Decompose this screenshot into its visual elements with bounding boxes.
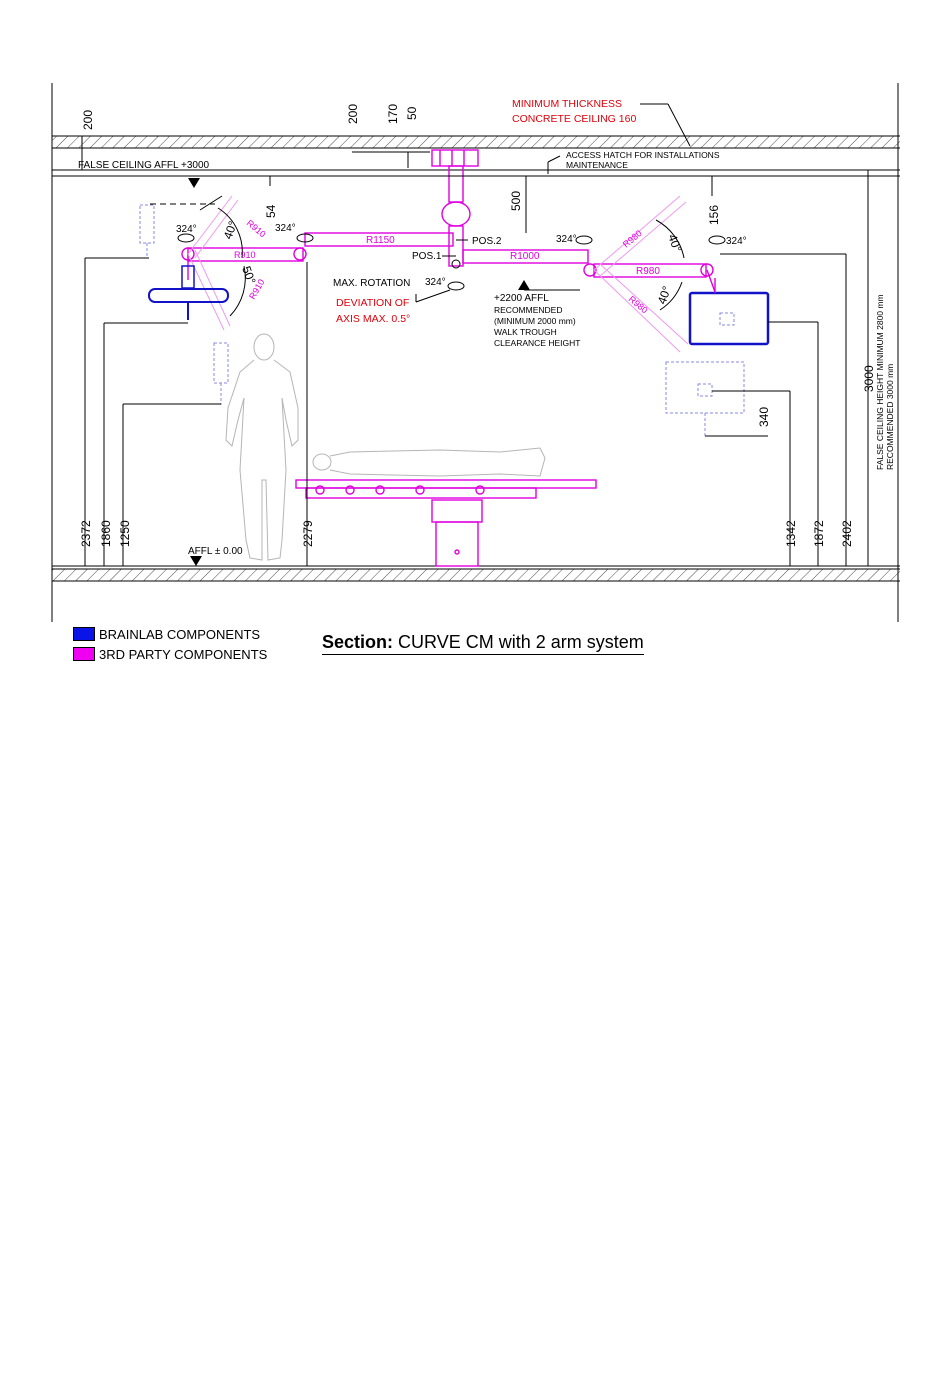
- operating-table: [296, 480, 596, 566]
- section-title-text: CURVE CM with 2 arm system: [398, 632, 644, 652]
- legend-label-third-party: 3RD PARTY COMPONENTS: [99, 646, 268, 662]
- ceiling-thickness-label-1: MINIMUM THICKNESS: [512, 98, 623, 110]
- ceiling-height-label-2: RECOMMENDED 3000 mm: [885, 363, 895, 470]
- person-figure: [226, 334, 298, 560]
- rotation-label-center: 324°: [425, 277, 446, 288]
- right-monitor-lower: [666, 362, 790, 436]
- dim-340: 340: [757, 406, 771, 427]
- deviation-label-1: DEVIATION OF: [336, 297, 410, 309]
- clearance-label-4: WALK TROUGH: [494, 327, 557, 337]
- dim-200-left: 200: [81, 109, 95, 130]
- rotation-label-right-joint: 324°: [556, 234, 577, 245]
- right-monitor-blue: [690, 278, 768, 344]
- false-ceiling-label: FALSE CEILING AFFL +3000: [78, 160, 210, 171]
- dim-200-center: 200: [346, 103, 360, 124]
- clearance-label-5: CLEARANCE HEIGHT: [494, 338, 581, 348]
- dim-54: 54: [264, 204, 278, 218]
- dim-1250: 1250: [118, 520, 132, 547]
- dim-1872: 1872: [812, 520, 826, 547]
- access-hatch-label-1: ACCESS HATCH FOR INSTALLATIONS: [566, 150, 720, 160]
- floor-label: AFFL ± 0.00: [188, 546, 243, 557]
- dim-50: 50: [405, 106, 419, 120]
- clearance-label-2: RECOMMENDED: [494, 305, 563, 315]
- rotation-label-right: 324°: [726, 236, 747, 247]
- pos2-label: POS.2: [472, 236, 502, 247]
- dim-1860: 1860: [99, 520, 113, 547]
- left-arm-system: [182, 196, 453, 330]
- pos1-label: POS.1: [412, 251, 442, 262]
- clearance-label-1: +2200 AFFL: [494, 293, 549, 304]
- dim-500: 500: [509, 190, 523, 211]
- dim-1342: 1342: [784, 520, 798, 547]
- dim-2279: 2279: [301, 520, 315, 547]
- radius-label-r980-lower: R980: [626, 293, 650, 316]
- dim-2372: 2372: [79, 520, 93, 547]
- radius-label-r1150: R1150: [366, 235, 395, 246]
- angle-label-left-upper: 40°: [220, 219, 241, 242]
- angle-label-left-lower: 50°: [239, 264, 259, 287]
- dim-2402: 2402: [840, 520, 854, 547]
- patient-figure: [313, 448, 545, 476]
- radius-label-r1000: R1000: [510, 251, 540, 262]
- dim-3000: 3000: [862, 365, 876, 392]
- angle-label-right-upper: 40°: [665, 232, 685, 255]
- legend-swatch-third-party: [73, 647, 95, 661]
- radius-label-r910-lower: R910: [247, 277, 267, 301]
- max-rotation-label: MAX. ROTATION: [333, 278, 411, 289]
- concrete-ceiling: [52, 136, 900, 148]
- section-title-prefix: Section:: [322, 632, 394, 652]
- radius-label-r910: R910: [234, 250, 256, 260]
- dimension-lines: [82, 136, 868, 566]
- angle-label-right-lower: 40°: [654, 284, 675, 307]
- legend-item-brainlab: [73, 624, 267, 644]
- floor-slab: [52, 566, 900, 581]
- legend-label-brainlab: BRAINLAB COMPONENTS: [99, 626, 261, 642]
- ceiling-thickness-label-2: CONCRETE CEILING 160: [512, 113, 637, 125]
- rotation-label-left: 324°: [176, 224, 197, 235]
- section-title: [322, 632, 644, 655]
- legend-swatch-brainlab: [73, 627, 95, 641]
- rotation-label-left-joint: 324°: [275, 223, 296, 234]
- radius-label-r980-upper: R980: [620, 228, 644, 250]
- legend: [73, 624, 267, 664]
- radius-label-r980-main: R980: [636, 266, 660, 277]
- access-hatch-label-2: MAINTENANCE: [566, 160, 628, 170]
- left-lamp-lower: [214, 343, 228, 405]
- deviation-label-2: AXIS MAX. 0.5°: [336, 313, 411, 325]
- ceiling-height-label-1: FALSE CEILING HEIGHT MINIMUM 2800 mm: [875, 294, 885, 470]
- clearance-label-3: (MINIMUM 2000 mm): [494, 316, 576, 326]
- dim-156: 156: [707, 204, 721, 225]
- dim-170: 170: [386, 103, 400, 124]
- radius-label-r910-upper: R910: [244, 217, 268, 240]
- legend-item-third-party: [73, 644, 267, 664]
